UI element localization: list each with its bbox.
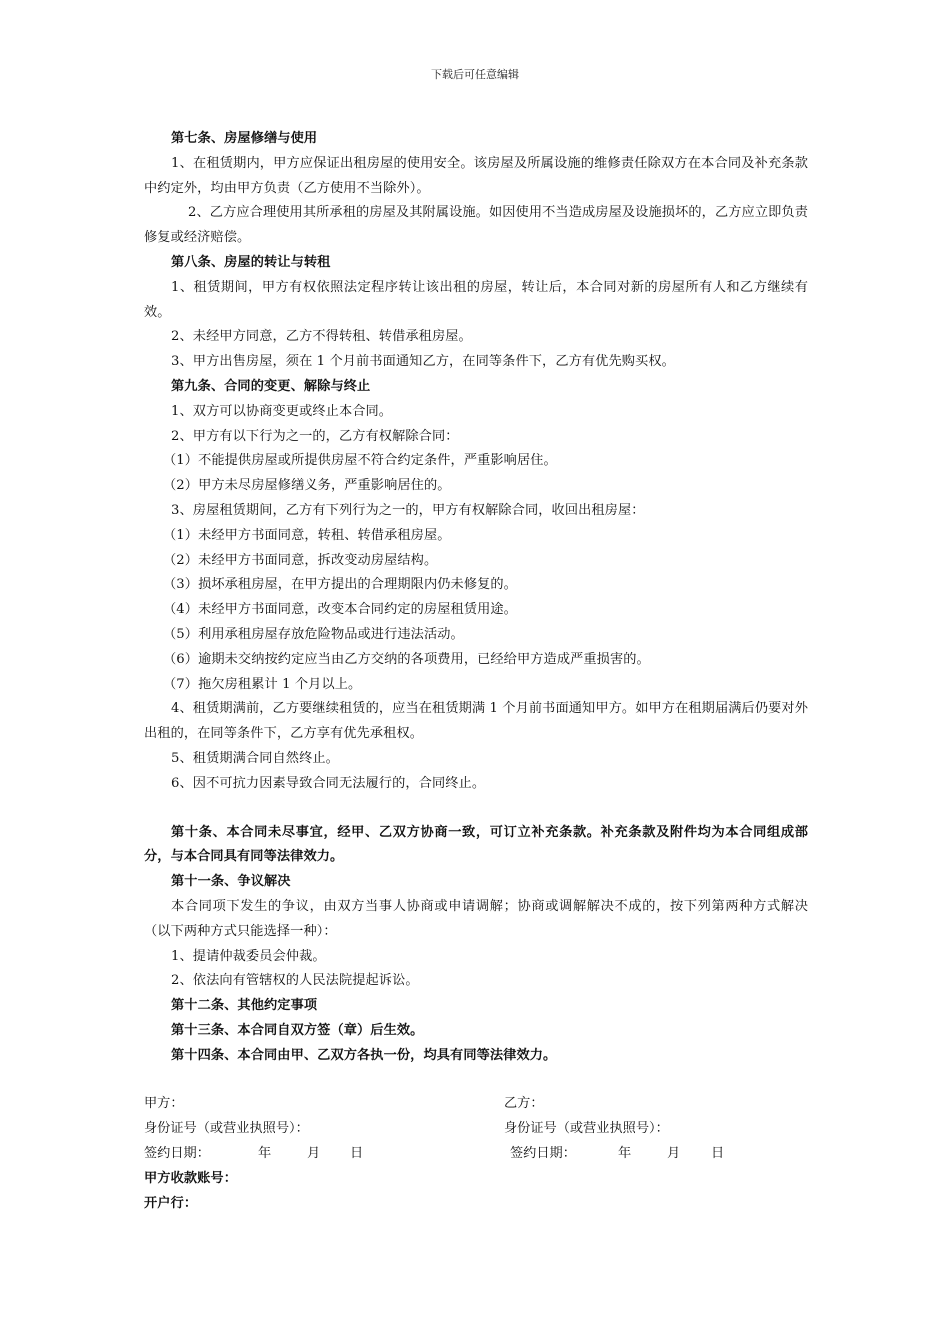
article-9-clause-2: 2、甲方有以下行为之一的，乙方有权解除合同： [171,428,459,444]
signature-party-row [144,1092,808,1117]
party-a-id-label: 身份证号（或营业执照号）： [144,1121,309,1137]
date-year: 年 [258,1146,272,1162]
article-9-clause-3: 3、房屋租赁期间，乙方有下列行为之一的，甲方有权解除合同，收回出租房屋： [171,502,645,518]
article-8-clause-1: 1、租赁期间，甲方有权依照法定程序转让该出租的房屋，转让后，本合同对新的房屋所有人和乙方继续有效。 [144,279,808,320]
party-b-id-label: 身份证号（或营业执照号）： [504,1121,669,1137]
article-12-title: 第十二条、其他约定事项 [171,998,318,1014]
article-9-clause-3-item: （4）未经甲方书面同意，改变本合同约定的房屋租赁用途。 [163,602,517,618]
article-9-clause-6: 6、因不可抗力因素导致合同无法履行的，合同终止。 [171,775,486,791]
article-9-clause-3-item: （6）逾期未交纳按约定应当由乙方交纳的各项费用，已经给甲方造成严重损害的。 [163,651,650,667]
date-label: 签约日期： [144,1146,210,1162]
article-9-title: 第九条、合同的变更、解除与终止 [171,378,371,394]
article-11-text: 本合同项下发生的争议，由双方当事人协商或申请调解；协商或调解解决不成的，按下列第两种方式解决（以下两种方式只能选择一种）： [144,898,808,939]
article-9-clause-3-item: （3）损坏承租房屋，在甲方提出的合理期限内仍未修复的。 [163,577,517,593]
article-7-clause-1: 1、在租赁期内，甲方应保证出租房屋的使用安全。该房屋及所属设施的维修责任除双方在本合同及补充条款中约定外，均由甲方负责（乙方使用不当除外）。 [144,155,808,196]
contract-body [144,127,808,1216]
article-7-title: 第七条、房屋修缮与使用 [171,131,318,146]
article-9-clause-1: 1、双方可以协商变更或终止本合同。 [171,403,393,419]
article-9-clause-3-item: （5）利用承租房屋存放危险物品或进行违法活动。 [163,626,464,642]
article-9-clause-3-item: （7）拖欠房租累计 1 个月以上。 [163,676,362,692]
signature-id-row [144,1117,808,1142]
article-8-clause-3: 3、甲方出售房屋，须在 1 个月前书面通知乙方，在同等条件下，乙方有优先购买权。 [171,354,675,370]
article-14-title: 第十四条、本合同由甲、乙双方各执一份，均具有同等法律效力。 [171,1047,557,1063]
party-b-date [510,1142,724,1167]
article-10: 第十条、本合同未尽事宜，经甲、乙双方协商一致，可订立补充条款。补充条款及附件均为本合同组成部分，与本合同具有同等法律效力。 [144,824,808,865]
date-month: 月 [667,1146,681,1162]
party-a-label: 甲方： [144,1096,184,1112]
article-9-clause-4: 4、租赁期满前，乙方要继续租赁的，应当在租赁期满 1 个月前书面通知甲方。如甲方在租期届满后仍要对外出租的，在同等条件下，乙方享有优先承租权。 [144,701,808,742]
spacer [144,1068,808,1092]
date-label: 签约日期： [510,1146,576,1162]
party-a-date [144,1142,363,1167]
article-11-title: 第十一条、争议解决 [171,874,291,890]
article-11-option-1: 1、提请仲裁委员会仲裁。 [171,948,326,964]
date-year: 年 [618,1146,632,1162]
date-day: 日 [350,1146,364,1162]
article-9-clause-5: 5、租赁期满合同自然终止。 [171,750,339,766]
article-9-clause-3-item: （1）未经甲方书面同意，转租、转借承租房屋。 [163,527,451,543]
page-header: 下载后可任意编辑 [431,68,519,81]
article-7-clause-2: 2、乙方应合理使用其所承租的房屋及其附属设施。如因使用不当造成房屋及设施损坏的，乙方应立即负责修复或经济赔偿。 [144,205,808,246]
article-8-title: 第八条、房屋的转让与转租 [171,254,331,270]
signature-date-row [144,1142,808,1167]
date-day: 日 [711,1146,725,1162]
spacer [144,797,808,821]
article-9-clause-3-item: （2）未经甲方书面同意，拆改变动房屋结构。 [163,552,438,568]
article-11-option-2: 2、依法向有管辖权的人民法院提起诉讼。 [171,973,419,989]
party-b-label: 乙方： [504,1096,544,1112]
article-13-title: 第十三条、本合同自双方签（章）后生效。 [171,1022,424,1038]
bank-label: 开户行： [144,1195,198,1211]
article-8-clause-2: 2、未经甲方同意，乙方不得转租、转借承租房屋。 [171,329,472,345]
article-9-clause-2-item: （2）甲方未尽房屋修缮义务，严重影响居住的。 [163,478,451,494]
party-a-account-label: 甲方收款账号： [144,1170,238,1186]
date-month: 月 [307,1146,321,1162]
article-9-clause-2-item: （1）不能提供房屋或所提供房屋不符合约定条件，严重影响居住。 [163,453,557,469]
